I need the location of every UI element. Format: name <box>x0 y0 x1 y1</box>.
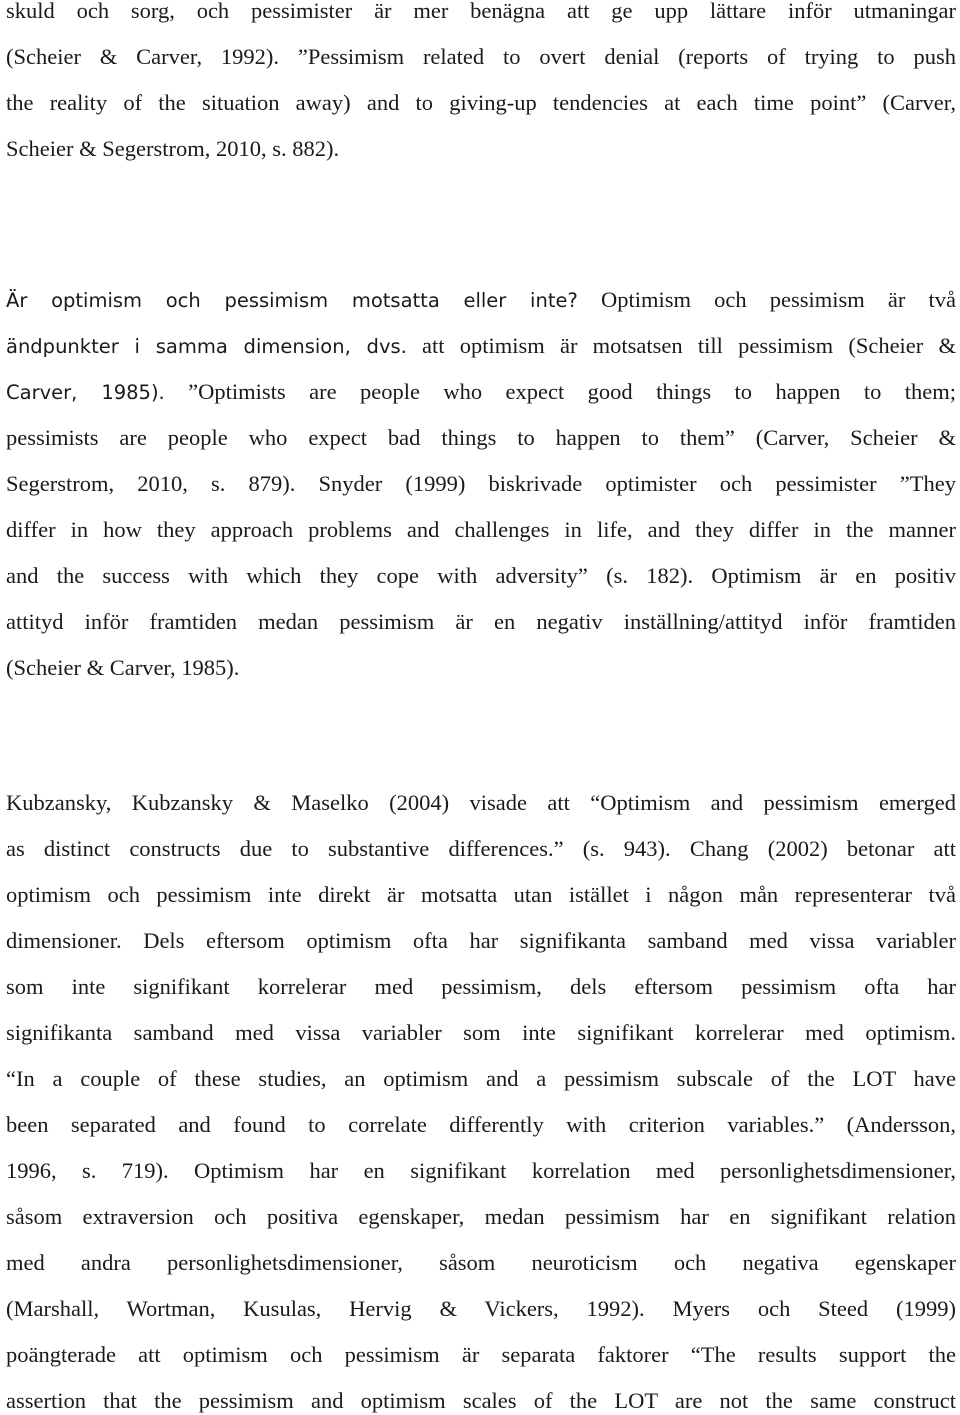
text-line: optimism och pessimism inte direkt är motsatta utan istället i någon mån representerar två <box>6 882 956 907</box>
text-line: signifikanta samband med vissa variabler som inte signifikant korrelerar med optimism. <box>6 1020 956 1045</box>
serif-text-segment: Optimism och pessimism är två <box>577 287 956 312</box>
text-line: 1996, s. 719). Optimism har en signifikant korrelation med personlighetsdimensioner, <box>6 1158 956 1183</box>
text-line: Scheier & Segerstrom, 2010, s. 882). <box>6 136 340 161</box>
text-line: assertion that the pessimism and optimism scales of the LOT are not the same construct <box>6 1388 956 1413</box>
serif-text-segment: ”Optimists are people who expect good things to happen to them; <box>164 379 956 404</box>
text-line: skuld och sorg, och pessimister är mer benägna att ge upp lättare inför utmaningar <box>6 0 956 23</box>
text-line: med andra personlighetsdimensioner, såsom neuroticism och negativa egenskaper <box>6 1250 956 1275</box>
text-line: Segerstrom, 2010, s. 879). Snyder (1999) biskrivade optimister och pessimister ”They <box>6 471 956 496</box>
paragraph-2 <box>6 277 956 691</box>
text-line <box>6 277 956 323</box>
text-line: Kubzansky, Kubzansky & Maselko (2004) visade att “Optimism and pessimism emerged <box>6 790 956 815</box>
text-line <box>6 369 956 415</box>
serif-text-segment: att optimism är motsatsen till pessimism (Scheier & <box>406 333 956 358</box>
text-line: såsom extraversion och positiva egenskaper, medan pessimism har en signifikant relation <box>6 1204 956 1229</box>
text-line: pessimists are people who expect bad things to happen to them” (Carver, Scheier & <box>6 425 956 450</box>
paragraph-1 <box>6 0 956 172</box>
text-line: (Scheier & Carver, 1992). ”Pessimism related to overt denial (reports of trying to push <box>6 44 956 69</box>
paragraph-3 <box>6 780 956 1415</box>
sans-text-segment: ändpunkter i samma dimension, dvs. <box>6 335 407 358</box>
text-line: poängterade att optimism och pessimism är separata faktorer “The results support the <box>6 1342 956 1367</box>
text-line <box>6 323 956 369</box>
text-line: (Marshall, Wortman, Kusulas, Hervig & Vickers, 1992). Myers och Steed (1999) <box>6 1296 956 1321</box>
text-line: and the success with which they cope with adversity” (s. 182). Optimism är en positiv <box>6 563 956 588</box>
text-line: been separated and found to correlate differently with criterion variables.” (Andersson, <box>6 1112 956 1137</box>
text-line: “In a couple of these studies, an optimism and a pessimism subscale of the LOT have <box>6 1066 956 1091</box>
text-line: differ in how they approach problems and challenges in life, and they differ in the manner <box>6 517 956 542</box>
text-line: som inte signifikant korrelerar med pessimism, dels eftersom pessimism ofta har <box>6 974 956 999</box>
text-line: (Scheier & Carver, 1985). <box>6 655 240 680</box>
text-line: the reality of the situation away) and to giving-up tendencies at each time point” (Carver, <box>6 90 956 115</box>
text-line: attityd inför framtiden medan pessimism är en negativ inställning/attityd inför framtiden <box>6 609 956 634</box>
text-line: as distinct constructs due to substantive differences.” (s. 943). Chang (2002) betonar att <box>6 836 956 861</box>
sans-text-segment: Carver, 1985). <box>6 381 165 404</box>
sans-text-segment: Är optimism och pessimism motsatta eller inte? <box>6 289 578 312</box>
text-line: dimensioner. Dels eftersom optimism ofta har signifikanta samband med vissa variabler <box>6 928 956 953</box>
